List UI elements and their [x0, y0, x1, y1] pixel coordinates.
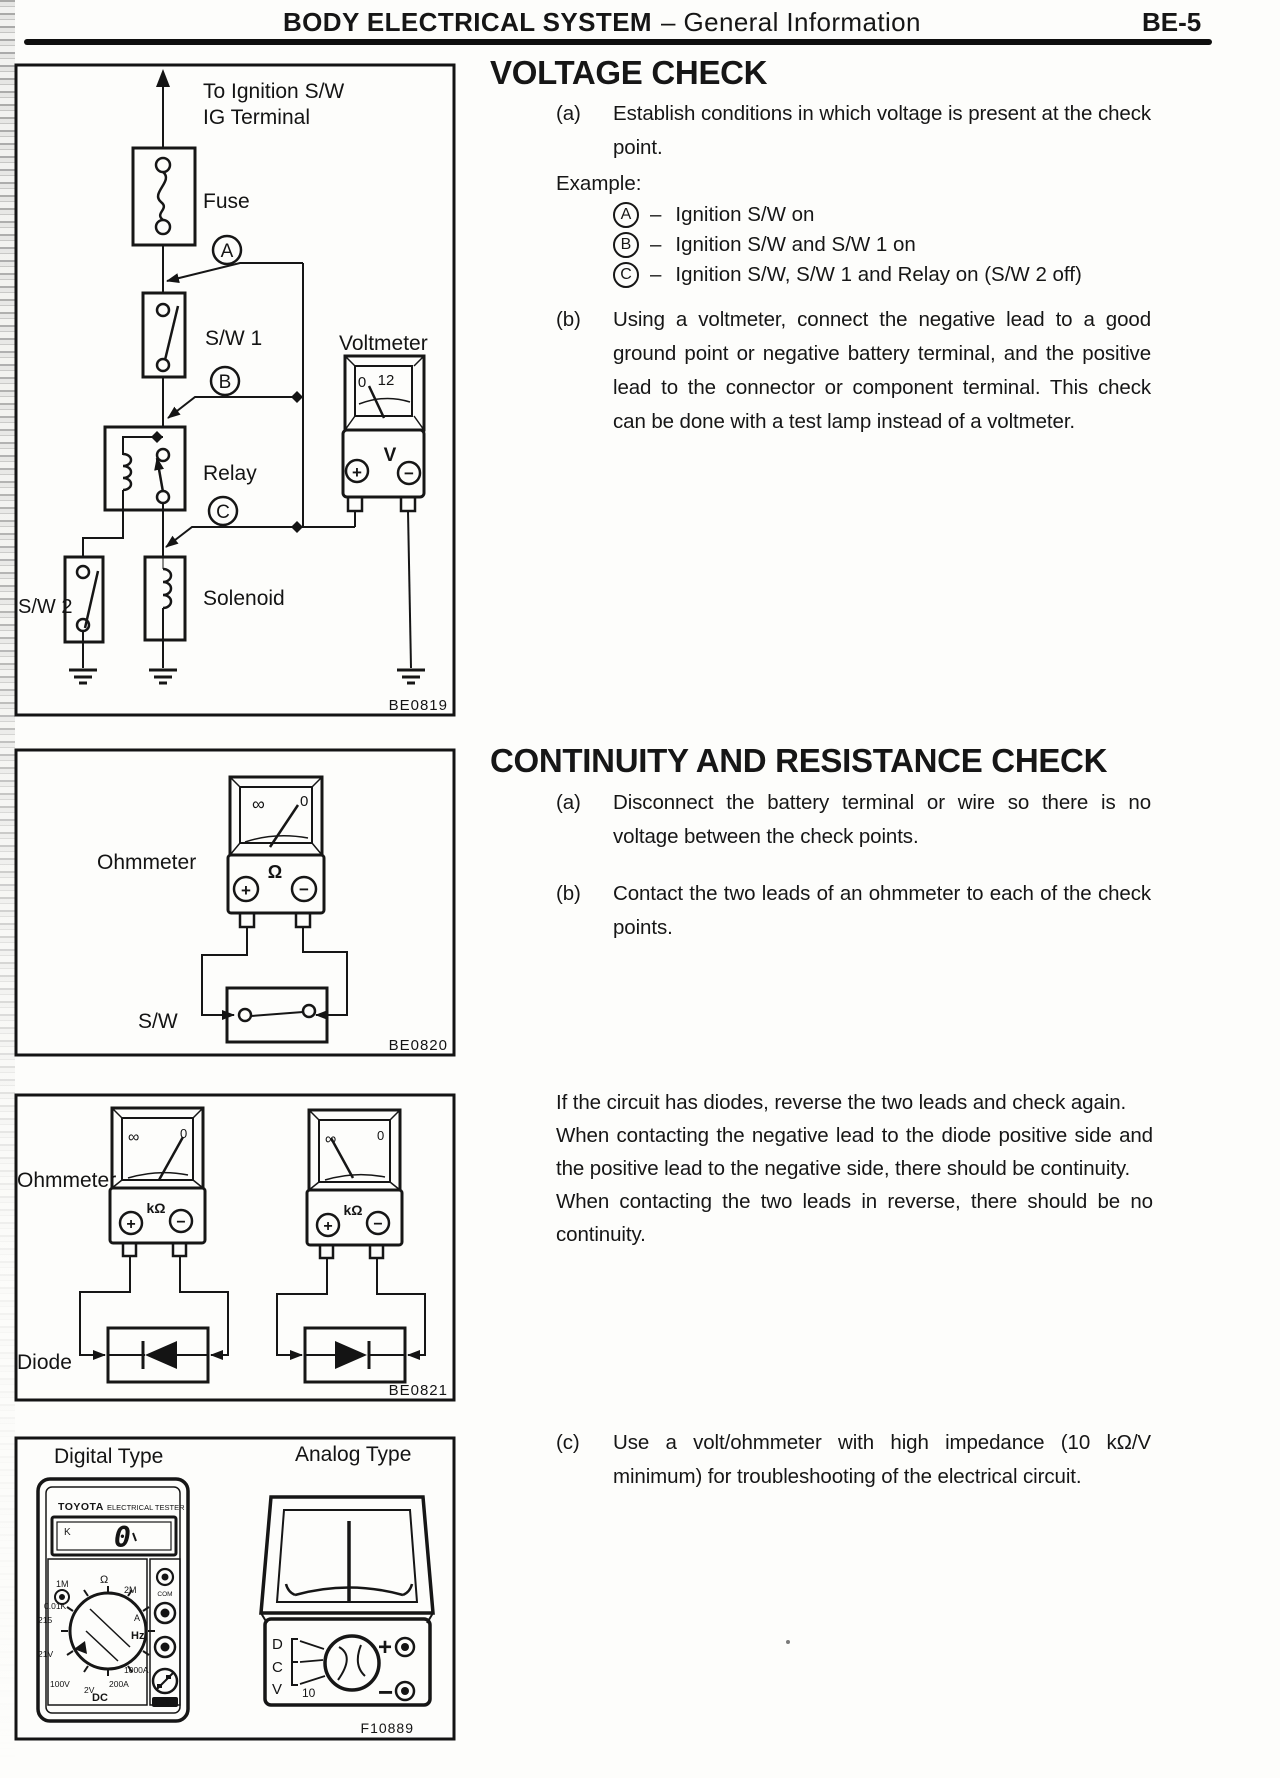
label-to-ignition-2: IG Terminal: [203, 106, 310, 129]
example-row-c: [613, 261, 1082, 289]
plus-terminal-icon: +: [241, 881, 251, 900]
check-point-c: [209, 497, 237, 525]
fuse-icon: [153, 1669, 177, 1693]
switch-symbol: [227, 988, 327, 1042]
circled-letter-c: C: [613, 262, 639, 288]
scale-infinity: ∞: [325, 1131, 337, 1148]
label-sw2: S/W 2: [18, 596, 73, 618]
item-text: Use a volt/ohmmeter with high impedance (10 kΩ/V minimum) for troubleshooting of the electrical circuit.: [613, 1431, 1151, 1488]
test-leads-right: [277, 1258, 425, 1355]
label-fuse: Fuse: [203, 190, 250, 213]
figure-code: F10889: [360, 1720, 414, 1736]
plus-terminal-icon: +: [352, 463, 362, 482]
jack-icon: [401, 1687, 409, 1695]
example-row-a: [613, 201, 814, 229]
kohm-unit: kΩ: [343, 1202, 363, 1218]
svg-text:100V: 100V: [50, 1679, 70, 1689]
plus-terminal-icon: +: [378, 1634, 393, 1661]
plus-terminal-icon: +: [323, 1218, 333, 1235]
label-digital-type: Digital Type: [54, 1445, 164, 1468]
up-arrow-icon: [156, 69, 170, 87]
page-number: BE-5: [1142, 7, 1202, 37]
jack-column: [152, 1569, 178, 1707]
brand-text: TOYOTA: [58, 1501, 104, 1513]
item-label: (a): [556, 102, 581, 125]
display-value: 0: [114, 1521, 131, 1554]
test-leads-left: [80, 1256, 228, 1355]
note-line: When contacting the two leads in reverse, there should be no continuity.: [556, 1190, 1153, 1246]
diode-box-left: [108, 1328, 208, 1382]
item-text: Contact the two leads of an ohmmeter to each of the check points.: [613, 882, 1151, 939]
switch1-symbol: [143, 293, 185, 377]
range-c: C: [272, 1659, 283, 1676]
item-label: (b): [556, 882, 581, 905]
svg-text:A: A: [220, 241, 234, 262]
minus-terminal-icon: −: [176, 1214, 186, 1231]
minus-terminal-icon: −: [378, 1677, 394, 1707]
label-to-ignition-1: To Ignition S/W: [203, 80, 345, 103]
jack-icon: [401, 1643, 409, 1651]
note-line: When contacting the negative lead to the diode positive side and the positive lead to the negative side, there should be continuity.: [556, 1124, 1153, 1180]
check-point-a: [213, 236, 241, 264]
label-voltmeter: Voltmeter: [339, 332, 428, 355]
voltage-item-a: [556, 97, 1151, 165]
figure-continuity-check: [12, 747, 458, 1058]
dash: –: [650, 203, 662, 226]
kohm-unit: kΩ: [146, 1200, 166, 1216]
dash: –: [650, 263, 662, 286]
item-label: (c): [556, 1431, 580, 1454]
diode-left-icon: [145, 1341, 177, 1369]
jack-icon: [59, 1594, 65, 1600]
svg-text:Hz: Hz: [131, 1630, 145, 1642]
analog-meter: [261, 1497, 433, 1707]
svg-text:0.01K: 0.01K: [44, 1601, 67, 1611]
figure-code: BE0821: [388, 1382, 448, 1399]
voltmeter-unit: V: [383, 445, 397, 466]
svg-text:1000A: 1000A: [124, 1665, 149, 1675]
ohmmeter-reverse: [307, 1110, 402, 1258]
range-v: V: [272, 1681, 283, 1698]
ground-icon: [69, 670, 97, 683]
svg-text:1M: 1M: [56, 1579, 69, 1589]
dc-label: DC: [92, 1692, 108, 1704]
scale-zero: 0: [180, 1126, 188, 1141]
com-label: COM: [157, 1591, 173, 1598]
figure-meter-types: [12, 1435, 458, 1742]
junction-diamond-icon: [291, 521, 303, 533]
label-ohmmeter: Ohmmeter: [97, 851, 197, 874]
dial-scale-labels: [38, 1574, 149, 1695]
minus-terminal-icon: −: [404, 464, 414, 483]
header-rule: [24, 39, 1212, 45]
display-tick: [133, 1533, 136, 1541]
junction-diamond-icon: [151, 431, 163, 443]
figure-code: BE0820: [388, 1037, 448, 1054]
scan-speck: [786, 1640, 790, 1644]
example-text: Ignition S/W and S/W 1 on: [675, 233, 916, 256]
svg-text:2M: 2M: [124, 1585, 137, 1595]
voltmeter-scale-max: 12: [377, 372, 395, 389]
label-solenoid: Solenoid: [203, 587, 285, 610]
label-ohmmeter: Ohmmeter: [17, 1169, 117, 1192]
continuity-item-b: [556, 877, 1151, 945]
test-leads: [202, 927, 347, 1015]
display-range: K: [64, 1527, 71, 1538]
minus-terminal-icon: −: [373, 1216, 383, 1233]
ground-icon: [397, 670, 425, 683]
relay-symbol: [105, 427, 185, 510]
header-title-bold: BODY ELECTRICAL SYSTEM: [283, 7, 652, 37]
minus-terminal-icon: −: [299, 880, 309, 899]
scale-zero: 0: [300, 793, 309, 810]
label-sw: S/W: [138, 1010, 178, 1033]
example-text: Ignition S/W on: [675, 203, 815, 226]
voltage-check-heading: VOLTAGE CHECK: [490, 54, 768, 91]
label-analog-type: Analog Type: [295, 1443, 412, 1466]
header-title-rest: – General Information: [661, 7, 921, 37]
label-diode: Diode: [17, 1351, 72, 1374]
svg-text:A: A: [134, 1613, 141, 1623]
item-text: Using a voltmeter, connect the negative lead to a good ground point or negative battery terminal, and the positive lead to the connector or component terminal. This check can be done with a test lamp instead of a voltmeter.: [613, 308, 1151, 433]
continuity-item-a: [556, 786, 1151, 854]
example-text: Ignition S/W, S/W 1 and Relay on (S/W 2 off): [675, 263, 1082, 286]
example-row-b: [613, 231, 916, 259]
figure-voltage-circuit: [12, 62, 458, 718]
item-label: (b): [556, 308, 581, 331]
plus-terminal-icon: +: [126, 1216, 136, 1233]
scale-infinity: ∞: [252, 794, 265, 814]
example-label: Example:: [556, 172, 642, 195]
circled-letter-a: A: [613, 202, 639, 228]
junction-diamond-icon: [291, 391, 303, 403]
svg-text:B: B: [218, 372, 232, 393]
page-header-title: [283, 7, 921, 38]
digital-meter: [38, 1479, 188, 1721]
fuse-label: FUSE: [155, 1700, 175, 1707]
diode-right-icon: [335, 1341, 367, 1369]
figure-border: [16, 750, 454, 1055]
item-label: (a): [556, 791, 581, 814]
label-relay: Relay: [203, 462, 257, 485]
svg-text:21V: 21V: [38, 1649, 54, 1659]
ohm-unit: Ω: [267, 862, 283, 882]
figure-code: BE0819: [388, 697, 448, 714]
ground-icon: [149, 670, 177, 683]
check-point-b: [211, 367, 239, 395]
voltmeter-scale-min: 0: [357, 374, 367, 391]
diode-note: [556, 1086, 1153, 1251]
item-text: Disconnect the battery terminal or wire so there is no voltage between the check points.: [613, 791, 1151, 848]
svg-text:200A: 200A: [109, 1679, 129, 1689]
svg-text:C: C: [216, 502, 230, 523]
note-line: If the circuit has diodes, reverse the two leads and check again.: [556, 1091, 1127, 1114]
svg-text:Ω: Ω: [100, 1574, 109, 1586]
ground-icons: [69, 670, 425, 683]
voltmeter-symbol: [343, 356, 424, 511]
solenoid-symbol: [145, 557, 185, 640]
svg-text:215: 215: [38, 1615, 53, 1625]
ohmmeter-forward: [110, 1108, 205, 1256]
ohmmeter-symbol: [228, 777, 324, 927]
dash: –: [650, 233, 662, 256]
item-text: Establish conditions in which voltage is present at the check point.: [613, 102, 1151, 159]
diode-box-right: [305, 1328, 405, 1382]
brand-text-2: ELECTRICAL TESTER: [107, 1503, 185, 1512]
figure-diode-check: [12, 1092, 458, 1403]
impedance-item-c: [556, 1426, 1151, 1494]
fuse-symbol: [133, 148, 195, 245]
label-sw1: S/W 1: [205, 327, 263, 350]
continuity-check-heading: CONTINUITY AND RESISTANCE CHECK: [490, 742, 1108, 779]
svg-text:2V: 2V: [84, 1685, 95, 1695]
range-ten: 10: [302, 1686, 316, 1700]
scale-infinity: ∞: [128, 1129, 140, 1146]
voltage-item-b: [556, 303, 1151, 439]
range-d: D: [272, 1636, 283, 1653]
scale-zero: 0: [377, 1128, 385, 1143]
circled-letter-b: B: [613, 232, 639, 258]
